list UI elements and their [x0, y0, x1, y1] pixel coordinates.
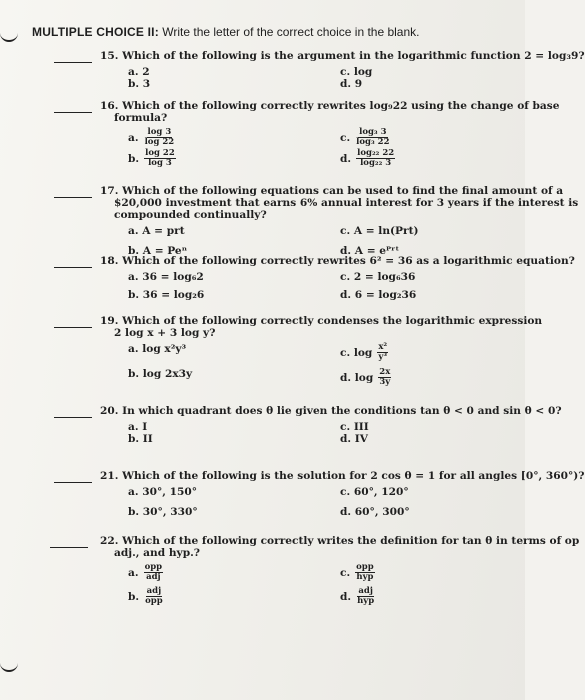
option-label: d. — [340, 590, 352, 603]
question-stem-line: compounded continually? — [114, 209, 267, 221]
margin-mark — [0, 660, 18, 672]
fraction — [377, 343, 388, 362]
answer-option — [128, 587, 164, 606]
answer-option — [340, 587, 375, 606]
answer-option: b. log 2x3y — [128, 368, 193, 380]
section-title: MULTIPLE CHOICE II: — [32, 25, 159, 39]
fraction — [378, 368, 391, 387]
answer-option — [340, 343, 388, 362]
fraction-denominator: y³ — [378, 352, 388, 362]
fraction — [356, 149, 395, 168]
answer-option: b. 3 — [128, 78, 151, 90]
answer-option — [128, 149, 176, 168]
fraction-denominator: log₂₂ 3 — [360, 158, 392, 168]
question-stem-line: 22. Which of the following correctly writes the definition for tan θ in terms of op — [100, 535, 580, 547]
fraction-denominator: opp — [145, 596, 163, 606]
fraction-denominator: log₃ 22 — [356, 137, 390, 147]
answer-option: a. 36 = log₆2 — [128, 271, 204, 283]
question-stem-line: 20. In which quadrant does θ lie given the conditions tan θ < 0 and sin θ < 0? — [100, 405, 562, 417]
fraction-numerator: opp — [356, 562, 374, 572]
fraction — [144, 587, 164, 606]
answer-option: c. III — [340, 421, 369, 433]
answer-option: a. 30°, 150° — [128, 486, 198, 498]
answer-option: b. 30°, 330° — [128, 506, 198, 518]
fraction — [144, 149, 176, 168]
answer-option: d. 60°, 300° — [340, 506, 410, 518]
fraction — [144, 128, 176, 147]
answer-option — [340, 128, 391, 147]
fraction-denominator: 3y — [379, 377, 391, 387]
question-stem-line: formula? — [114, 112, 168, 124]
answer-option: d. IV — [340, 433, 368, 445]
answer-blank[interactable] — [54, 417, 92, 418]
answer-option — [340, 563, 375, 582]
option-label: a. — [128, 566, 139, 579]
question-stem-line: 16. Which of the following correctly rewrites log₉22 using the change of base — [100, 100, 560, 112]
answer-option: c. log — [340, 66, 373, 78]
question-stem-line: adj., and hyp.? — [114, 547, 200, 559]
option-label: d. log — [340, 371, 374, 384]
answer-blank[interactable] — [54, 267, 92, 268]
answer-option — [128, 563, 163, 582]
fraction-numerator: 2x — [379, 367, 391, 377]
answer-option: b. 36 = log₂6 — [128, 289, 205, 301]
option-label: d. — [340, 152, 352, 165]
fraction — [144, 563, 164, 582]
fraction-numerator: opp — [144, 562, 163, 572]
answer-option: a. A = prt — [128, 225, 185, 237]
question-stem-line: 19. Which of the following correctly condenses the logarithmic expression — [100, 315, 543, 327]
option-label: c. — [340, 131, 351, 144]
answer-option — [340, 368, 391, 387]
answer-blank[interactable] — [54, 112, 92, 113]
option-label: b. — [128, 152, 140, 165]
answer-option — [340, 149, 395, 168]
question-stem-line: $20,000 investment that earns 6% annual interest for 3 years if the interest is — [114, 197, 579, 209]
fraction-denominator: hyp — [357, 596, 375, 606]
option-label: c. log — [340, 346, 373, 359]
margin-mark — [0, 30, 18, 42]
answer-option: c. A = ln(Prt) — [340, 225, 419, 237]
answer-option: a. log x²y³ — [128, 343, 187, 355]
answer-blank[interactable] — [54, 482, 92, 483]
answer-blank[interactable] — [54, 62, 92, 63]
fraction-numerator: log 22 — [145, 148, 175, 158]
fraction-numerator: log₃ 3 — [359, 127, 387, 137]
question-stem-line: 18. Which of the following correctly rewrites 6² = 36 as a logarithmic equation? — [100, 255, 575, 267]
answer-option: a. 2 — [128, 66, 150, 78]
section-header — [32, 25, 420, 39]
answer-blank[interactable] — [50, 547, 88, 548]
answer-blank[interactable] — [54, 197, 92, 198]
answer-option: d. 9 — [340, 78, 363, 90]
fraction-numerator: adj — [146, 586, 162, 596]
answer-option: b. A = Peⁿ — [128, 245, 188, 257]
fraction — [355, 128, 390, 147]
answer-option: d. A = eᴾʳᵗ — [340, 245, 400, 257]
fraction-numerator: log 3 — [147, 127, 172, 137]
fraction — [356, 587, 375, 606]
fraction-denominator: hyp — [356, 572, 374, 582]
question-stem-line: 15. Which of the following is the argument in the logarithmic function 2 = log₃9? — [100, 50, 585, 62]
answer-option: c. 60°, 120° — [340, 486, 409, 498]
fraction-numerator: adj — [358, 586, 373, 596]
fraction-numerator: log₂₂ 22 — [357, 148, 395, 158]
fraction-numerator: x² — [378, 342, 388, 352]
answer-option: a. I — [128, 421, 148, 433]
answer-option: d. 6 = log₂36 — [340, 289, 417, 301]
question-stem-line: 17. Which of the following equations can be used to find the final amount of a — [100, 185, 564, 197]
answer-option: c. 2 = log₆36 — [340, 271, 416, 283]
fraction-denominator: log 22 — [144, 137, 175, 147]
question-stem-line: 2 log x + 3 log y? — [114, 327, 216, 339]
fraction-denominator: adj — [146, 572, 161, 582]
fraction — [355, 563, 375, 582]
section-instructions: Write the letter of the correct choice in the blank. — [162, 25, 420, 39]
fraction-denominator: log 3 — [148, 158, 172, 168]
answer-blank[interactable] — [54, 327, 92, 328]
option-label: a. — [128, 131, 139, 144]
option-label: c. — [340, 566, 351, 579]
answer-option — [128, 128, 175, 147]
option-label: b. — [128, 590, 140, 603]
question-stem-line: 21. Which of the following is the solution for 2 cos θ = 1 for all angles [0°, 360°)? — [100, 470, 585, 482]
answer-option: b. II — [128, 433, 153, 445]
